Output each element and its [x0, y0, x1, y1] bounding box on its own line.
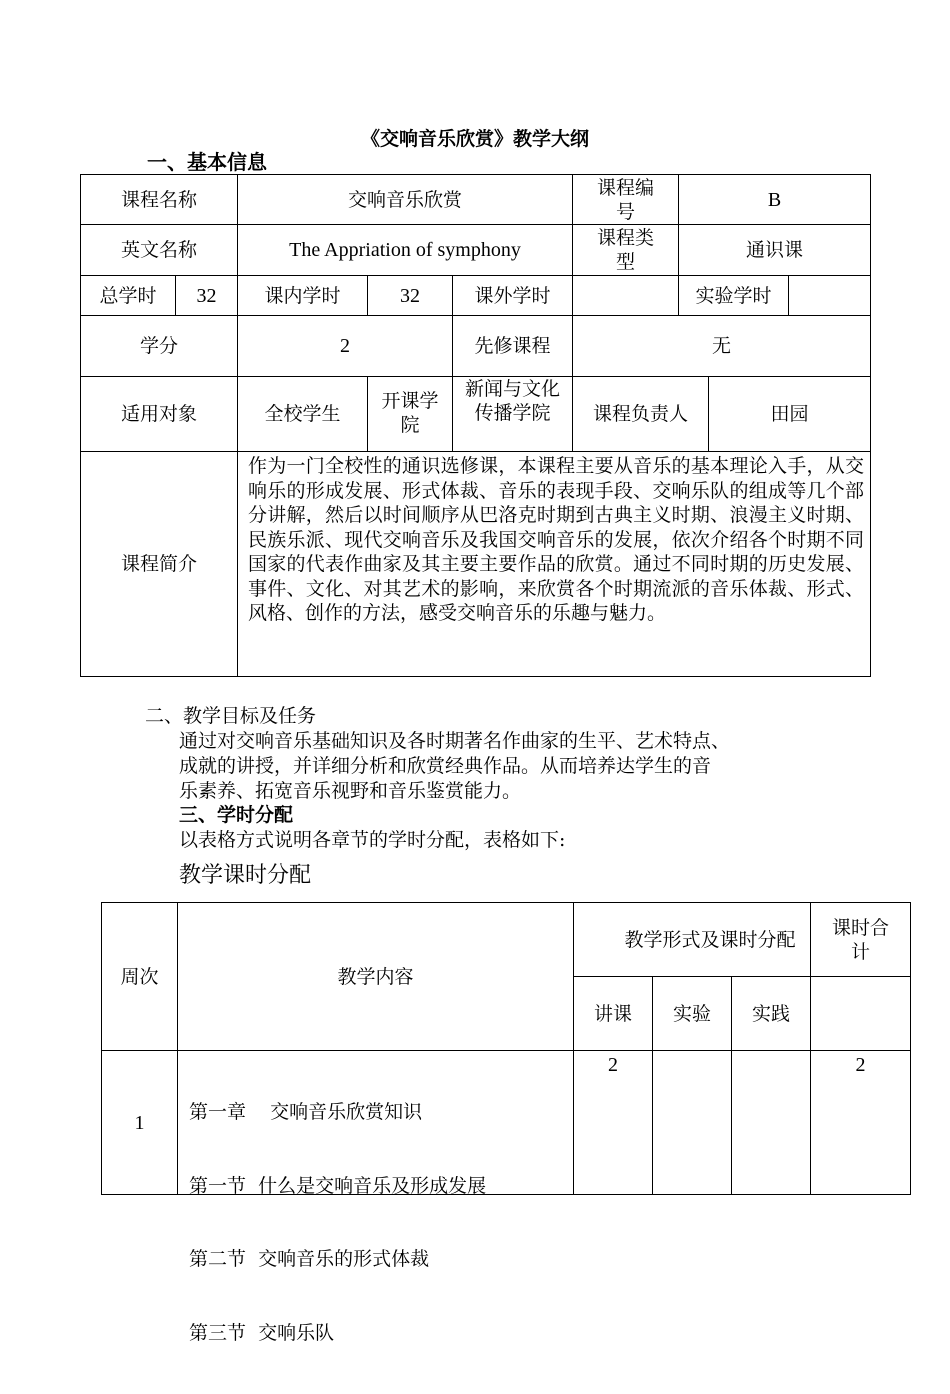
credits-label: 学分: [80, 315, 238, 377]
section2-line-3: 乐素养、拓宽音乐视野和音乐鉴赏能力。: [179, 780, 522, 802]
course-code-label: 课程编号: [572, 174, 679, 225]
course-type-label: 课程类型: [572, 224, 679, 276]
intro-text: 作为一门全校性的通识选修课，本课程主要从音乐的基本理论入手，从交响乐的形成发展、形式体裁、音乐的表现手段、交响乐队的组成等几个部分讲解，然后以时间顺序从巴洛克时期到古典主义时期、浪漫主义时期、民族乐派、现代交响音乐及我国交响音乐的发展，依次介绍各个时期不同国家的代表作曲家及其主要主要作品的欣赏。通过不同时期的历史发展、事件、文化、对其艺术的影响，来欣赏各个时期流派的音乐体裁、形式、风格、创作的方法，感受交响音乐的乐趣与魅力。: [248, 455, 864, 624]
section2-line-2: 成就的讲授，并详细分析和欣赏经典作品。从而培养达学生的音: [179, 755, 712, 777]
row-experiment: [652, 1050, 732, 1195]
prereq-value: 无: [572, 315, 871, 377]
out-class-hours-label: 课外学时: [452, 275, 573, 316]
row-practice: [731, 1050, 811, 1195]
course-name-label: 课程名称: [80, 174, 238, 225]
section3-intro: 以表格方式说明各章节的学时分配，表格如下:: [179, 829, 566, 851]
row-lecture: 2: [573, 1050, 653, 1195]
lab-hours-label: 实验学时: [678, 275, 789, 316]
row-content: [189, 1051, 486, 1394]
english-name-value: The Appriation of symphony: [237, 224, 573, 276]
header-lecture: 讲课: [573, 976, 653, 1051]
in-class-hours-value: 32: [367, 275, 453, 316]
row-total: 2: [810, 1050, 911, 1195]
credits-value: 2: [237, 315, 453, 377]
header-total: 课时合计: [810, 902, 911, 977]
course-code-value: B: [678, 174, 871, 225]
header-content: 教学内容: [177, 902, 574, 1051]
total-hours-label: 总学时: [80, 275, 176, 316]
total-hours-value: 32: [175, 275, 238, 316]
lab-hours-value: [788, 275, 871, 316]
in-class-hours-label: 课内学时: [237, 275, 368, 316]
header-practice: 实践: [731, 976, 811, 1051]
header-total-blank: [810, 976, 911, 1051]
college-value: 新闻与文化传播学院: [452, 376, 573, 452]
owner-value: 田园: [708, 376, 871, 452]
course-name-value: 交响音乐欣赏: [237, 174, 573, 225]
out-class-hours-value: [572, 275, 679, 316]
content-line: 第一章 交响音乐欣赏知识: [189, 1101, 423, 1123]
audience-value: 全校学生: [237, 376, 368, 452]
document-title: 《交响音乐欣赏》教学大纲: [360, 128, 589, 150]
header-form: 教学形式及课时分配: [573, 902, 811, 977]
intro-label: 课程简介: [80, 451, 238, 677]
audience-label: 适用对象: [80, 376, 238, 452]
owner-label: 课程负责人: [572, 376, 709, 452]
row-week: 1: [101, 1050, 178, 1195]
college-label: 开课学院: [367, 376, 453, 452]
section2-line-1: 通过对交响音乐基础知识及各时期著名作曲家的生平、艺术特点、: [179, 730, 731, 752]
content-line: 第二节 交响音乐的形式体裁: [189, 1248, 430, 1270]
schedule-table-title: 教学课时分配: [179, 863, 312, 888]
header-week: 周次: [101, 902, 178, 1051]
header-experiment: 实验: [652, 976, 732, 1051]
content-line: 第一节 什么是交响音乐及形成发展: [189, 1174, 487, 1197]
prereq-label: 先修课程: [452, 315, 573, 377]
section2-heading: 二、教学目标及任务: [145, 705, 317, 727]
section3-heading: 三、学时分配: [179, 804, 294, 826]
english-name-label: 英文名称: [80, 224, 238, 276]
course-type-value: 通识课: [678, 224, 871, 276]
section1-heading: 一、基本信息: [147, 150, 267, 174]
content-line: 第三节 交响乐队: [189, 1321, 335, 1344]
